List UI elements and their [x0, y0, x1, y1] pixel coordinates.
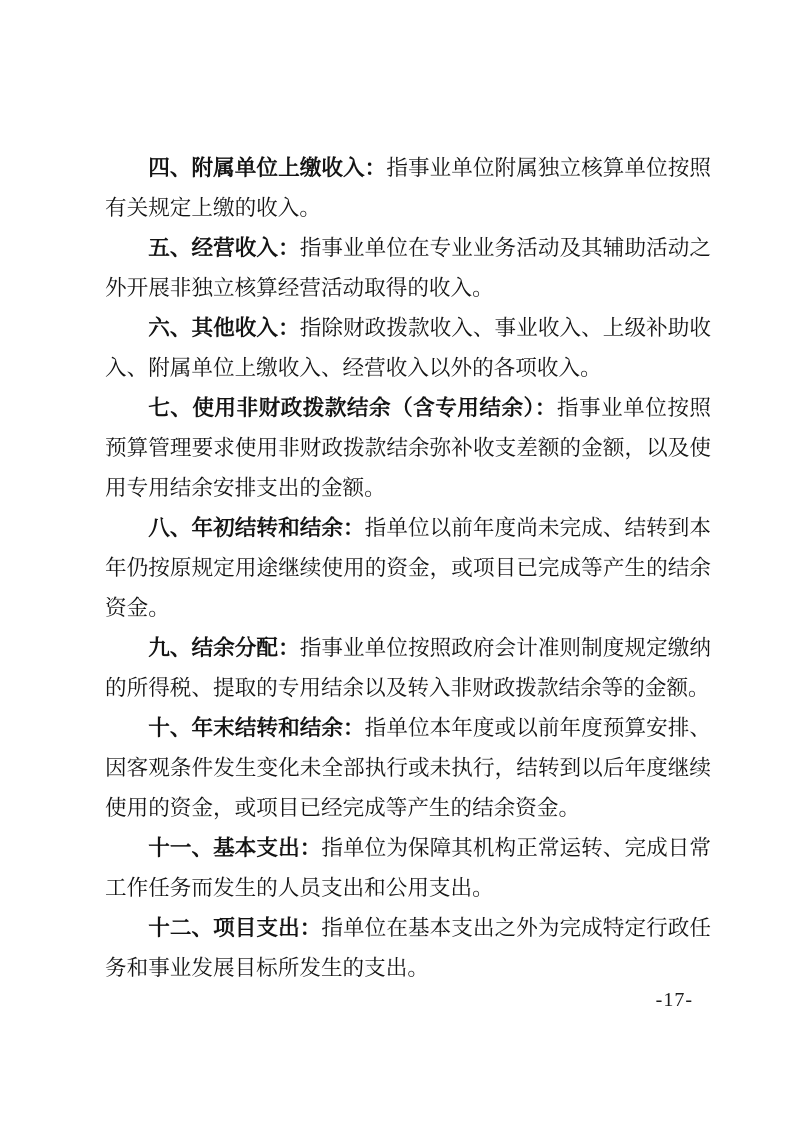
definition-paragraph	[105, 388, 711, 508]
term-label: 十、年末结转和结余：	[148, 716, 365, 740]
term-definition: 指除财政拨款收入、事业收入、上级补助收入、附属单位上缴收入、经营收入以外的各项收入。	[105, 316, 711, 380]
page-number: -17-	[655, 989, 693, 1011]
definition-paragraph	[105, 828, 711, 908]
term-label: 六、其他收入：	[148, 316, 300, 340]
term-label: 七、使用非财政拨款结余（含专用结余）：	[148, 396, 557, 420]
definition-paragraph	[105, 708, 711, 828]
term-definition: 指单位以前年度尚未完成、结转到本年仍按原规定用途继续使用的资金，或项目已完成等产生的结余资金。	[105, 516, 711, 620]
term-label: 九、结余分配：	[148, 636, 300, 660]
term-definition: 指单位为保障其机构正常运转、完成日常工作任务而发生的人员支出和公用支出。	[105, 836, 711, 900]
term-label: 八、年初结转和结余：	[148, 516, 365, 540]
definition-paragraph	[105, 508, 711, 628]
term-label: 四、附属单位上缴收入：	[148, 156, 387, 180]
glossary-text-block	[105, 148, 711, 988]
definition-paragraph	[105, 148, 711, 228]
term-definition: 指事业单位附属独立核算单位按照有关规定上缴的收入。	[105, 156, 711, 220]
definition-paragraph	[105, 908, 711, 988]
term-label: 十二、项目支出：	[148, 916, 322, 940]
term-label: 十一、基本支出：	[148, 836, 322, 860]
definition-paragraph	[105, 308, 711, 388]
definition-paragraph	[105, 228, 711, 308]
term-definition: 指事业单位按照预算管理要求使用非财政拨款结余弥补收支差额的金额，以及使用专用结余安排支出的金额。	[105, 396, 711, 500]
term-definition: 指单位在基本支出之外为完成特定行政任务和事业发展目标所发生的支出。	[105, 916, 711, 980]
definition-paragraph	[105, 628, 711, 708]
term-label: 五、经营收入：	[148, 236, 300, 260]
term-definition: 指单位本年度或以前年度预算安排、因客观条件发生变化未全部执行或未执行，结转到以后年度继续使用的资金，或项目已经完成等产生的结余资金。	[105, 716, 711, 820]
term-definition: 指事业单位按照政府会计准则制度规定缴纳的所得税、提取的专用结余以及转入非财政拨款结余等的金额。	[105, 636, 711, 700]
term-definition: 指事业单位在专业业务活动及其辅助活动之外开展非独立核算经营活动取得的收入。	[105, 236, 711, 300]
